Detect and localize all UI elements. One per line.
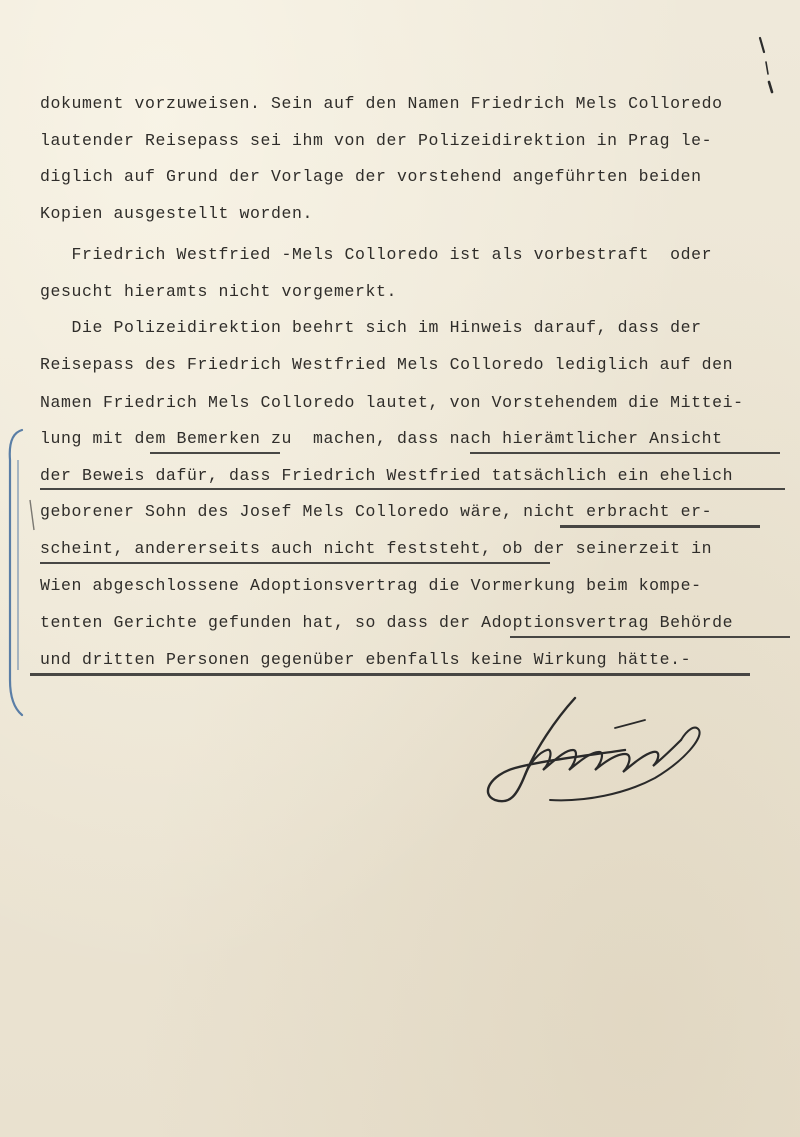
text-line-13: scheint, andererseits auch nicht feststeht, ob der seinerzeit in <box>40 539 713 558</box>
underline-mark <box>510 636 790 638</box>
text-line-6: gesucht hieramts nicht vorgemerkt. <box>40 282 398 301</box>
text-line-8: Reisepass des Friedrich Westfried Mels Colloredo lediglich auf den <box>40 355 734 374</box>
underline-mark <box>40 562 550 564</box>
text-line-15: tenten Gerichte gefunden hat, so dass der Adoptionsvertrag Behörde <box>40 613 734 632</box>
text-line-7: Die Polizeidirektion beehrt sich im Hinweis darauf, dass der <box>40 318 702 337</box>
text-line-2: lautender Reisepass sei ihm von der Polizeidirektion in Prag le- <box>40 131 713 150</box>
pencil-mark <box>752 30 782 100</box>
text-line-16: und dritten Personen gegenüber ebenfalls keine Wirkung hätte.- <box>40 650 692 669</box>
text-line-5: Friedrich Westfried -Mels Colloredo ist als vorbestraft oder <box>40 245 713 264</box>
text-line-11: der Beweis dafür, dass Friedrich Westfried tatsächlich ein ehelich <box>40 466 734 485</box>
handwritten-signature <box>455 690 715 820</box>
text-line-1: dokument vorzuweisen. Sein auf den Namen Friedrich Mels Colloredo <box>40 94 723 113</box>
underline-mark <box>30 673 750 676</box>
text-line-14: Wien abgeschlossene Adoptionsvertrag die Vormerkung beim kompe- <box>40 576 702 595</box>
text-line-12: geborener Sohn des Josef Mels Colloredo wäre, nicht erbracht er- <box>40 502 713 521</box>
text-line-9: Namen Friedrich Mels Colloredo lautet, von Vorstehendem die Mittei- <box>40 393 744 412</box>
text-line-3: diglich auf Grund der Vorlage der vorstehend angeführten beiden <box>40 167 702 186</box>
underline-mark <box>150 452 280 454</box>
underline-mark <box>470 452 780 454</box>
text-line-10: lung mit dem Bemerken zu machen, dass nach hierämtlicher Ansicht <box>40 429 723 448</box>
underline-mark <box>560 525 760 528</box>
margin-bracket-mark <box>0 420 40 720</box>
underline-mark <box>40 488 785 490</box>
text-line-4: Kopien ausgestellt worden. <box>40 204 314 223</box>
